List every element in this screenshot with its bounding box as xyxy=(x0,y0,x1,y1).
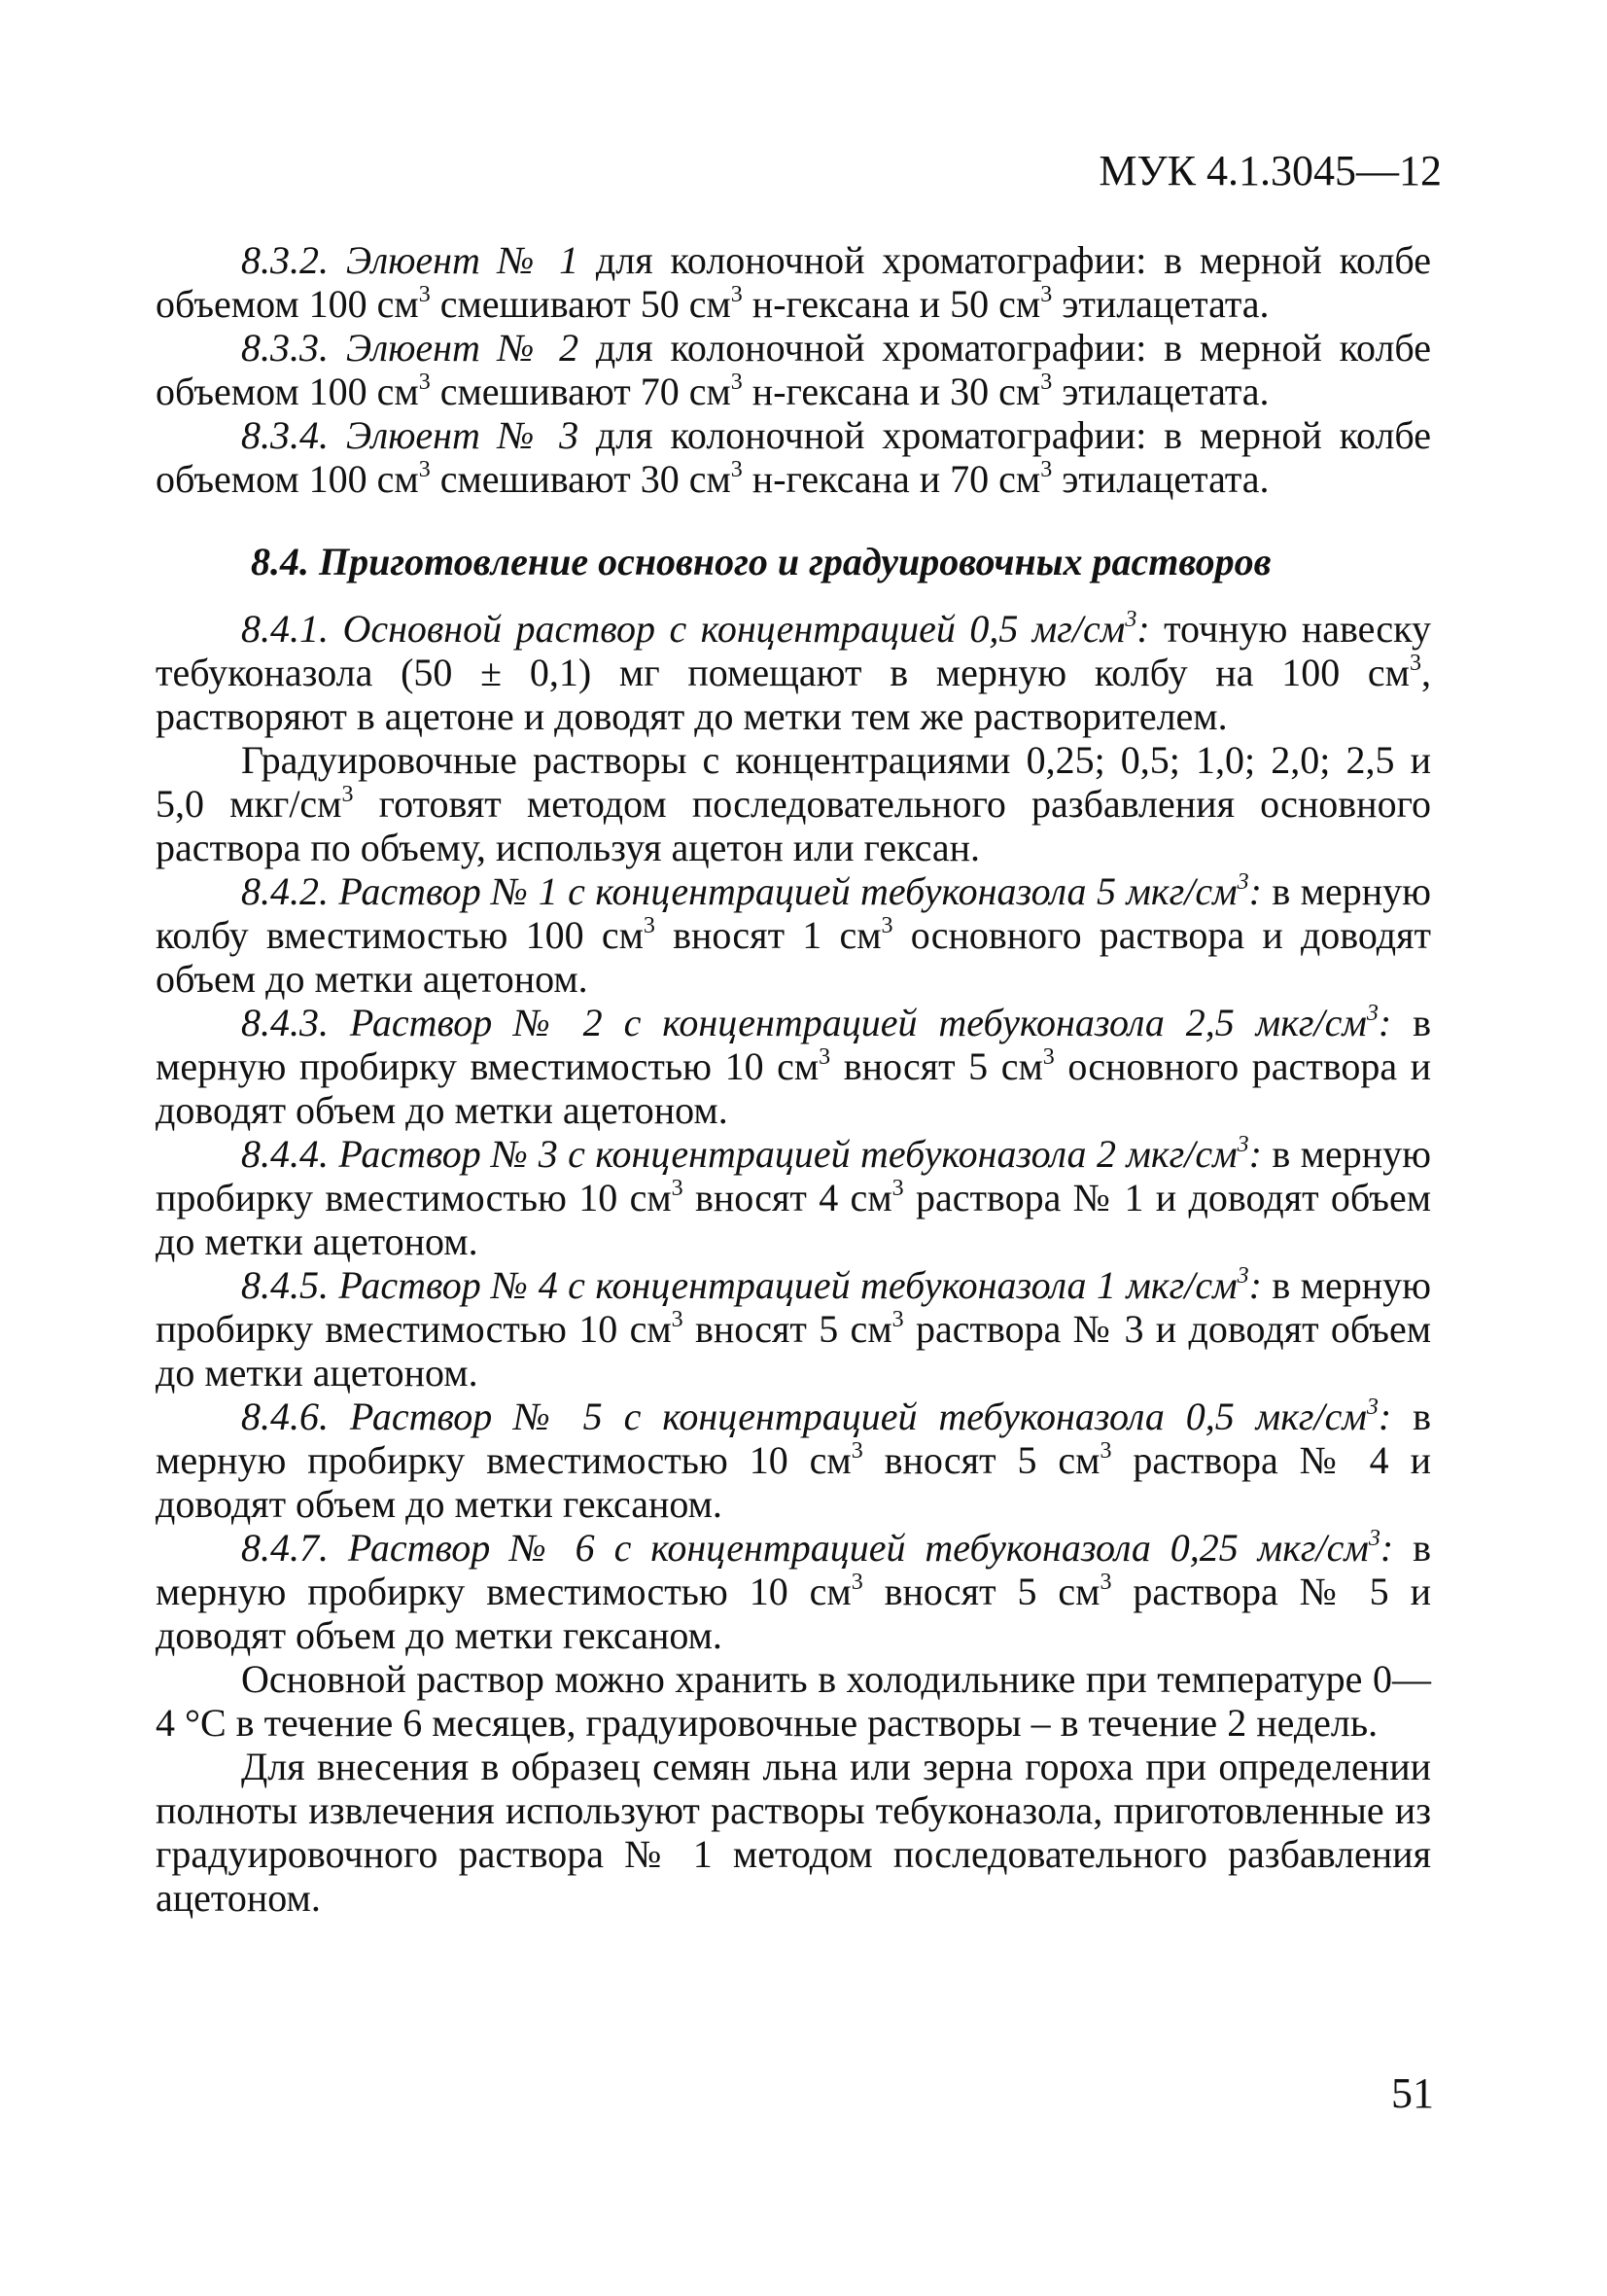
clause-number: 8.3.4. xyxy=(241,413,329,457)
superscript: 3 xyxy=(341,782,354,807)
paragraph-spiking: Для внесения в образец семян льна или зерна гороха при определении полноты извлечения используют растворы тебуконазола, приготовленные из градуировочного раствора № 1 методом последовательного разбавления ацетоном. xyxy=(156,1745,1431,1920)
superscript: 3 xyxy=(1237,869,1249,895)
clause-title: Раствор № 6 с концентрацией тебуконазола 0,25 мкг/см xyxy=(347,1526,1369,1570)
clause-text: точную навеску тебуконазола (50 ± 0,1) мг помещают в мерную колбу на 100 см xyxy=(156,607,1432,694)
clause-text: этилацетата. xyxy=(1062,282,1270,326)
paragraph-8-4-4 xyxy=(156,1132,1431,1263)
clause-text: в мерную пробирку вместимостью 10 см xyxy=(156,1395,1432,1482)
superscript: 3 xyxy=(881,913,893,938)
clause-title: Элюент № 2 xyxy=(345,326,579,370)
clause-number: 8.4.2. xyxy=(241,869,329,913)
clause-text: в мерную пробирку вместимостью 10 см xyxy=(156,1001,1432,1088)
superscript: 3 xyxy=(1100,1438,1112,1464)
superscript: 3 xyxy=(1040,370,1053,395)
superscript: 3 xyxy=(1100,1570,1112,1595)
paragraph-text: готовят методом последовательного разбавления основного раствора по объему, используя ацетон или гексан. xyxy=(156,782,1431,869)
page-number: 51 xyxy=(1391,2069,1434,2117)
superscript: 3 xyxy=(418,370,431,395)
colon: : xyxy=(1378,1001,1392,1044)
paragraph-8-3-3 xyxy=(156,326,1431,413)
superscript: 3 xyxy=(418,457,431,482)
superscript: 3 xyxy=(1366,1395,1379,1420)
clause-text: вносят 5 см xyxy=(843,1044,1043,1088)
superscript: 3 xyxy=(1040,282,1053,307)
colon: : xyxy=(1378,1395,1392,1438)
paragraph-text: Градуировочные растворы с концентрациями 0,25; 0,5; 1,0; 2,0; 2,5 и 5,0 мкг/см xyxy=(156,738,1431,826)
superscript: 3 xyxy=(643,913,655,938)
superscript: 3 xyxy=(671,1176,683,1201)
clause-text: вносят 1 см xyxy=(673,913,882,957)
clause-text: для колоночной хроматографии: в мерной колбе объемом 100 см xyxy=(156,413,1432,501)
superscript: 3 xyxy=(1125,607,1137,632)
colon: : xyxy=(1248,1132,1262,1176)
document-code: МУК 4.1.3045—12 xyxy=(1099,147,1442,194)
clause-text: вносят 5 см xyxy=(884,1438,1100,1482)
clause-text: вносят 5 см xyxy=(694,1307,892,1351)
superscript: 3 xyxy=(891,1307,904,1332)
colon: : xyxy=(1248,1263,1262,1307)
superscript: 3 xyxy=(671,1307,683,1332)
clause-text: смешивают 70 см xyxy=(439,370,731,413)
superscript: 3 xyxy=(851,1438,863,1464)
paragraph-storage: Основной раствор можно хранить в холодильнике при температуре 0—4 °С в течение 6 месяцев, градуировочные растворы – в течение 2 недель. xyxy=(156,1657,1431,1745)
clause-number: 8.4.1. xyxy=(241,607,329,651)
clause-title: Раствор № 2 с концентрацией тебуконазола 2,5 мкг/см xyxy=(349,1001,1367,1044)
clause-text: в мерную пробирку вместимостью 10 см xyxy=(156,1526,1432,1613)
superscript: 3 xyxy=(891,1176,904,1201)
superscript: 3 xyxy=(730,370,743,395)
clause-text: основного раствора и доводят объем до метки ацетоном. xyxy=(156,1044,1432,1132)
superscript: 3 xyxy=(730,282,743,307)
clause-text: в мерную колбу вместимостью 100 см xyxy=(156,869,1432,957)
superscript: 3 xyxy=(1237,1132,1249,1157)
clause-text: для колоночной хроматографии: в мерной колбе объемом 100 см xyxy=(156,326,1432,413)
superscript: 3 xyxy=(1410,651,1421,676)
superscript: 3 xyxy=(819,1044,831,1070)
paragraph-graduated-solutions xyxy=(156,738,1431,869)
paragraph-8-4-5 xyxy=(156,1263,1431,1395)
colon: : xyxy=(1380,1526,1394,1570)
paragraph-8-3-2 xyxy=(156,238,1431,326)
colon: : xyxy=(1136,607,1150,651)
clause-text: в мерную пробирку вместимостью 10 см xyxy=(156,1132,1432,1219)
superscript: 3 xyxy=(1368,1526,1380,1551)
superscript: 3 xyxy=(1042,1044,1055,1070)
clause-text: н-гексана и 50 см xyxy=(751,282,1041,326)
clause-title: Элюент № 1 xyxy=(345,238,579,282)
paragraph-8-4-7 xyxy=(156,1526,1431,1657)
clause-number: 8.4.6. xyxy=(241,1395,329,1438)
clause-title: Раствор № 3 с концентрацией тебуконазола 2 мкг/см xyxy=(338,1132,1238,1176)
clause-number: 8.3.2. xyxy=(241,238,329,282)
superscript: 3 xyxy=(1237,1263,1249,1289)
paragraph-8-4-1 xyxy=(156,607,1431,738)
clause-number: 8.3.3. xyxy=(241,326,329,370)
clause-title: Основной раствор с концентрацией 0,5 мг/см xyxy=(342,607,1126,651)
page-body xyxy=(156,238,1431,1920)
clause-title: Раствор № 4 с концентрацией тебуконазола 1 мкг/см xyxy=(338,1263,1238,1307)
clause-text: в мерную пробирку вместимостью 10 см xyxy=(156,1263,1432,1351)
clause-text: для колоночной хроматографии: в мерной колбе объемом 100 см xyxy=(156,238,1432,326)
clause-number: 8.4.3. xyxy=(241,1001,329,1044)
clause-text: смешивают 30 см xyxy=(439,457,731,501)
clause-title: Элюент № 3 xyxy=(345,413,579,457)
clause-text: раствора № 5 и доводят объем до метки гексаном. xyxy=(156,1570,1431,1657)
clause-text: вносят 5 см xyxy=(884,1570,1100,1613)
clause-text: раствора № 4 и доводят объем до метки гексаном. xyxy=(156,1438,1431,1526)
clause-text: смешивают 50 см xyxy=(439,282,731,326)
clause-text: раствора № 3 и доводят объем до метки ацетоном. xyxy=(156,1307,1432,1395)
paragraph-8-4-6 xyxy=(156,1395,1431,1526)
superscript: 3 xyxy=(418,282,431,307)
clause-text: н-гексана и 70 см xyxy=(751,457,1041,501)
clause-title: Раствор № 1 с концентрацией тебуконазола 5 мкг/см xyxy=(338,869,1238,913)
clause-text: основного раствора и доводят объем до метки ацетоном. xyxy=(156,913,1432,1001)
section-heading-8-4: 8.4. Приготовление основного и градуировочных растворов xyxy=(251,540,1272,583)
clause-text: этилацетата. xyxy=(1062,370,1270,413)
superscript: 3 xyxy=(851,1570,863,1595)
paragraph-8-4-3 xyxy=(156,1001,1431,1132)
clause-text: н-гексана и 30 см xyxy=(751,370,1041,413)
clause-number: 8.4.7. xyxy=(241,1526,329,1570)
superscript: 3 xyxy=(730,457,743,482)
colon: : xyxy=(1248,869,1262,913)
clause-number: 8.4.4. xyxy=(241,1132,329,1176)
superscript: 3 xyxy=(1040,457,1053,482)
clause-text: раствора № 1 и доводят объем до метки ацетоном. xyxy=(156,1176,1432,1263)
clause-title: Раствор № 5 с концентрацией тебуконазола 0,5 мкг/см xyxy=(349,1395,1367,1438)
clause-text: , растворяют в ацетоне и доводят до метки тем же растворителем. xyxy=(156,651,1431,738)
clause-number: 8.4.5. xyxy=(241,1263,329,1307)
clause-text: вносят 4 см xyxy=(694,1176,892,1219)
paragraph-8-3-4 xyxy=(156,413,1431,501)
clause-text: этилацетата. xyxy=(1062,457,1270,501)
superscript: 3 xyxy=(1366,1001,1379,1026)
paragraph-8-4-2 xyxy=(156,869,1431,1001)
